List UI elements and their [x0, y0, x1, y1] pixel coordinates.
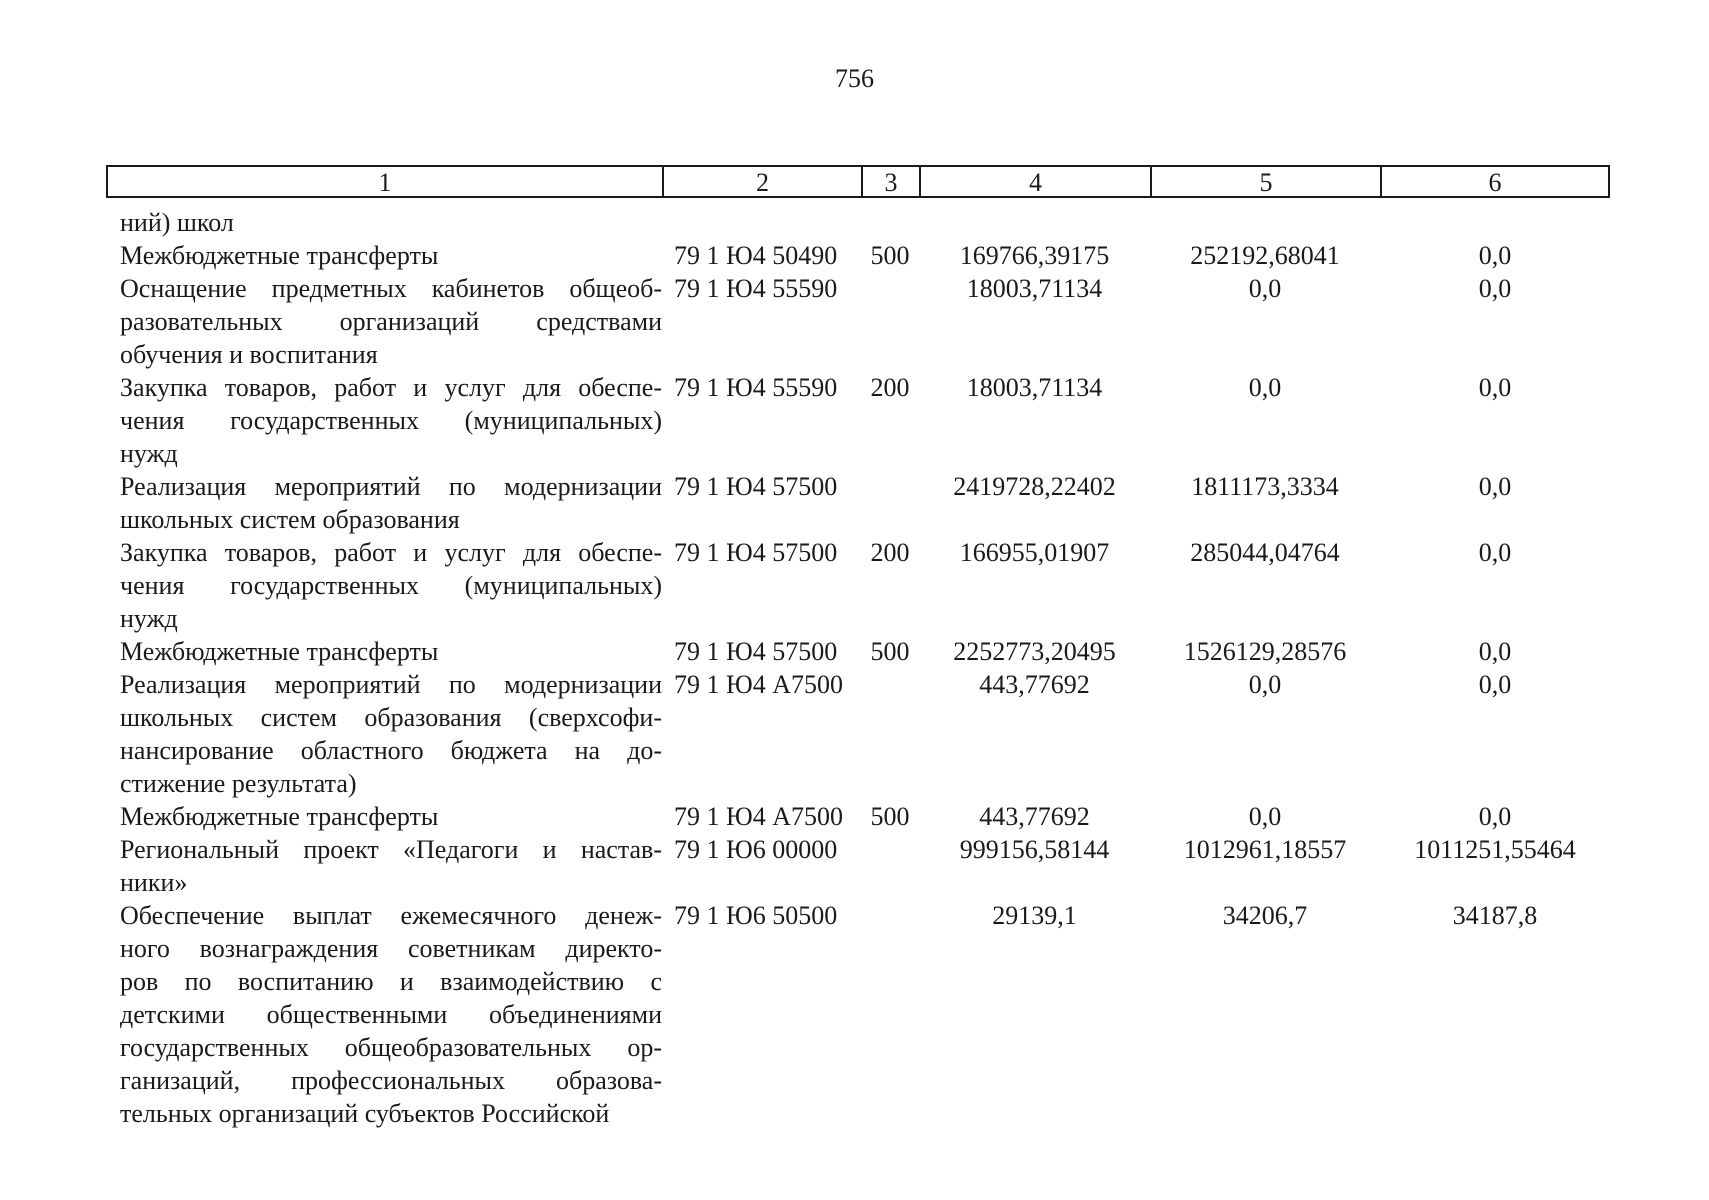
row-expense-type: [861, 272, 919, 371]
row-expense-type: 200: [870, 538, 910, 567]
row-code: 79 1 Ю4 А7500: [674, 670, 843, 699]
row-value-col5: 285044,04764: [1190, 538, 1340, 567]
row-code: 79 1 Ю4 55590: [674, 274, 838, 303]
row-value-col6: 34187,8: [1452, 901, 1538, 930]
header-col-2: 2: [664, 167, 863, 196]
table-row: [120, 536, 1610, 635]
row-value-col4: 999156,58144: [959, 835, 1110, 864]
page-number: 756: [835, 64, 874, 93]
row-name-line: Межбюджетные трансферты: [120, 637, 439, 666]
row-value-col4: 18003,71134: [966, 373, 1103, 402]
table-header: [106, 165, 1610, 198]
row-name: [120, 635, 662, 668]
row-code: 79 1 Ю6 00000: [674, 835, 838, 864]
header-col-3: 3: [863, 167, 921, 196]
row-value-col5: [1150, 206, 1380, 239]
row-expense-type: 500: [870, 802, 910, 831]
row-name-line: Реализация мероприятий по модернизации: [120, 472, 662, 501]
row-name-line: Региональный проект «Педагоги и настав-: [120, 835, 662, 864]
row-value-col5: 0,0: [1248, 802, 1282, 831]
row-name-line: Обеспечение выплат ежемесячного денеж-: [120, 901, 662, 930]
row-value-col4: 2252773,20495: [953, 637, 1116, 666]
row-value-col6: 1011251,55464: [1414, 835, 1576, 864]
table-row: [120, 899, 1610, 1130]
row-expense-type: 500: [870, 241, 910, 270]
row-value-col5: 1526129,28576: [1183, 637, 1347, 666]
row-name-line: Оснащение предметных кабинетов общеоб-: [120, 274, 662, 303]
row-name-line: Межбюджетные трансферты: [120, 241, 439, 270]
row-value-col5: 252192,68041: [1190, 241, 1340, 270]
row-name-line: ний) школ: [120, 208, 234, 237]
row-name: [120, 371, 662, 470]
row-value-col6: 0,0: [1478, 670, 1512, 699]
header-col-5: 5: [1152, 167, 1382, 196]
row-name-line: ров по воспитанию и взаимодействию с: [120, 967, 662, 996]
row-name-line: школьных систем образования (сверхсофи-: [120, 703, 662, 732]
row-expense-type: [861, 668, 919, 800]
row-name: [120, 470, 662, 536]
row-name-line: разовательных организаций средствами: [120, 307, 662, 336]
row-code: 79 1 Ю6 50500: [674, 901, 838, 930]
row-name-line: Реализация мероприятий по модернизации: [120, 670, 662, 699]
header-col-6: 6: [1488, 168, 1502, 197]
table-body: [120, 206, 1610, 1130]
row-value-col5: 0,0: [1248, 670, 1282, 699]
row-value-col6: 0,0: [1478, 472, 1512, 501]
row-code: 79 1 Ю4 57500: [674, 637, 838, 666]
row-code: 79 1 Ю4 А7500: [674, 802, 843, 831]
row-name-line: обучения и воспитания: [120, 340, 378, 369]
table-row: [120, 635, 1610, 668]
row-code: 79 1 Ю4 57500: [674, 472, 838, 501]
row-name: [120, 206, 662, 239]
table-row: [120, 470, 1610, 536]
row-name-line: нансирование областного бюджета на до-: [120, 736, 662, 765]
row-expense-type: 200: [870, 373, 910, 402]
row-name: [120, 800, 662, 833]
row-name-line: детскими общественными объединениями: [120, 1000, 662, 1029]
header-col-1: 1: [108, 167, 664, 196]
row-name: [120, 272, 662, 371]
table-row: [120, 833, 1610, 899]
row-value-col6: 0,0: [1478, 802, 1512, 831]
row-expense-type: [861, 470, 919, 536]
row-value-col4: 443,77692: [979, 670, 1090, 699]
row-value-col4: 166955,01907: [959, 538, 1110, 567]
row-expense-type: 500: [870, 637, 910, 666]
row-value-col4: 2419728,22402: [953, 472, 1116, 501]
row-value-col6: 0,0: [1478, 373, 1512, 402]
row-name: [120, 668, 662, 800]
row-name: [120, 899, 662, 1130]
row-name-line: ганизаций, профессиональных образова-: [120, 1066, 662, 1095]
row-name-line: чения государственных (муниципальных): [120, 571, 662, 600]
row-name-line: ного вознаграждения советникам директо-: [120, 934, 662, 963]
row-name-line: нужд: [120, 439, 178, 468]
row-value-col6: 0,0: [1478, 274, 1512, 303]
row-name-line: школьных систем образования: [120, 505, 460, 534]
table-row: [120, 371, 1610, 470]
row-name-line: Закупка товаров, работ и услуг для обеспе-: [120, 538, 662, 567]
row-name-line: тельных организаций субъектов Российской: [120, 1099, 610, 1128]
row-value-col6: [1380, 206, 1610, 239]
row-value-col4: 29139,1: [992, 901, 1077, 930]
row-value-col5: 1012961,18557: [1183, 835, 1347, 864]
row-expense-type: [861, 833, 919, 899]
row-name: [120, 833, 662, 899]
row-name-line: чения государственных (муниципальных): [120, 406, 662, 435]
row-value-col4: 443,77692: [979, 802, 1090, 831]
row-name: [120, 536, 662, 635]
table-row: [120, 239, 1610, 272]
row-expense-type: [861, 899, 919, 1130]
row-name-line: Закупка товаров, работ и услуг для обеспе-: [120, 373, 662, 402]
table-row: [120, 272, 1610, 371]
row-code: 79 1 Ю4 50490: [674, 241, 838, 270]
header-col-4: 4: [921, 167, 1152, 196]
row-value-col6: 0,0: [1478, 637, 1512, 666]
row-name-line: Межбюджетные трансферты: [120, 802, 439, 831]
row-value-col5: 1811173,3334: [1191, 472, 1339, 501]
row-name-line: стижение результата): [120, 769, 357, 798]
table-row: [120, 800, 1610, 833]
row-code: 79 1 Ю4 57500: [674, 538, 838, 567]
row-name-line: нужд: [120, 604, 178, 633]
row-value-col6: 0,0: [1478, 538, 1512, 567]
row-value-col4: [919, 206, 1150, 239]
row-value-col4: 169766,39175: [959, 241, 1110, 270]
row-value-col4: 18003,71134: [966, 274, 1103, 303]
row-name-line: государственных общеобразовательных ор-: [120, 1033, 662, 1062]
row-name: [120, 239, 662, 272]
table-row: [120, 206, 1610, 239]
row-name-line: ники»: [120, 868, 188, 897]
row-code: [662, 206, 861, 239]
row-value-col5: 0,0: [1248, 373, 1282, 402]
row-value-col6: 0,0: [1478, 241, 1512, 270]
table-row: [120, 668, 1610, 800]
row-value-col5: 0,0: [1248, 274, 1282, 303]
row-code: 79 1 Ю4 55590: [674, 373, 838, 402]
row-value-col5: 34206,7: [1222, 901, 1308, 930]
row-expense-type: [861, 206, 919, 239]
